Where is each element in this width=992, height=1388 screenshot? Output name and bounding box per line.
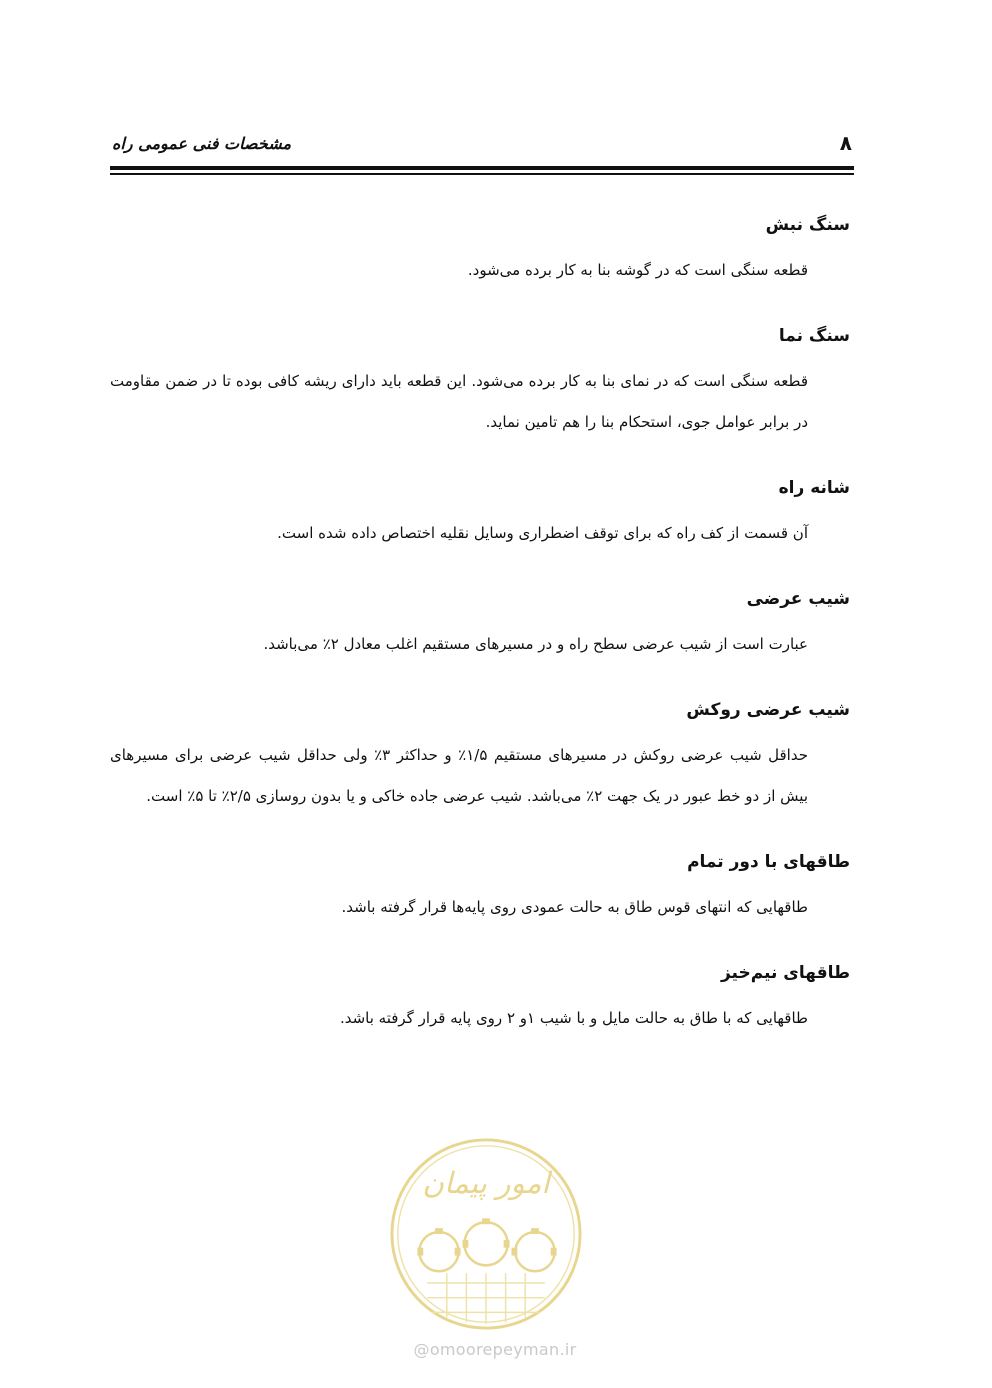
glossary-entry	[110, 210, 850, 291]
glossary-entry	[110, 958, 850, 1039]
glossary-term: شانه راه	[778, 478, 850, 498]
glossary-term: سنگ نبش	[765, 215, 850, 235]
glossary-definition: طاقهایی که با طاق به حالت مایل و با شیب ۱و ۲ روی پایه قرار گرفته باشد.	[339, 1009, 808, 1027]
glossary-term: سنگ نما	[778, 326, 850, 346]
watermark-seal-logo	[388, 1136, 584, 1332]
glossary-term: طاقهای نیم‌خیز	[720, 963, 850, 983]
glossary-definition: حداقل شیب عرضی روکش در مسیرهای مستقیم ۱/۵٪ و حداکثر ۳٪ ولی حداقل شیب عرضی برای مسیرهای بیش از دو خط عبور در یک جهت ۲٪ می‌باشد. شیب عرضی جاده خاکی و یا بدون روسازی ۲/۵٪ تا ۵٪ است.	[110, 746, 808, 805]
glossary-term: شیب عرضی	[746, 589, 850, 609]
watermark-logo-text: امور پیمان	[422, 1165, 550, 1200]
watermark-url: @omoorepeyman.ir	[413, 1340, 577, 1359]
header-rule-thin	[110, 173, 854, 175]
glossary-definition: قطعه سنگی است که در گوشه بنا به کار برده می‌شود.	[467, 261, 808, 279]
page-number: ۸	[839, 131, 852, 155]
glossary-entry	[110, 847, 850, 928]
glossary-entry	[110, 584, 850, 665]
glossary-definition: عبارت است از شیب عرضی سطح راه و در مسیرهای مستقیم اغلب معادل ۲٪ می‌باشد.	[263, 635, 808, 653]
glossary-definition: قطعه سنگی است که در نمای بنا به کار برده می‌شود. این قطعه باید دارای ریشه کافی بوده تا در ضمن مقاومت در برابر عوامل جوی، استحکام بنا را هم تامین نماید.	[110, 372, 808, 431]
header-rule-thick	[110, 166, 854, 170]
running-title: مشخصات فنی عمومی راه	[112, 134, 292, 153]
glossary-definition: آن قسمت از کف راه که برای توقف اضطراری وسایل نقلیه اختصاص داده شده است.	[277, 524, 808, 542]
glossary-definition: طاقهایی که انتهای قوس طاق به حالت عمودی روی پایه‌ها قرار گرفته باشد.	[341, 898, 808, 916]
glossary-entry	[110, 695, 850, 817]
page-header	[112, 128, 852, 160]
glossary-entry	[110, 473, 850, 554]
glossary-body	[110, 210, 850, 1039]
glossary-entry	[110, 321, 850, 443]
glossary-term: شیب عرضی روکش	[686, 700, 850, 720]
glossary-term: طاقهای با دور تمام	[687, 852, 850, 872]
